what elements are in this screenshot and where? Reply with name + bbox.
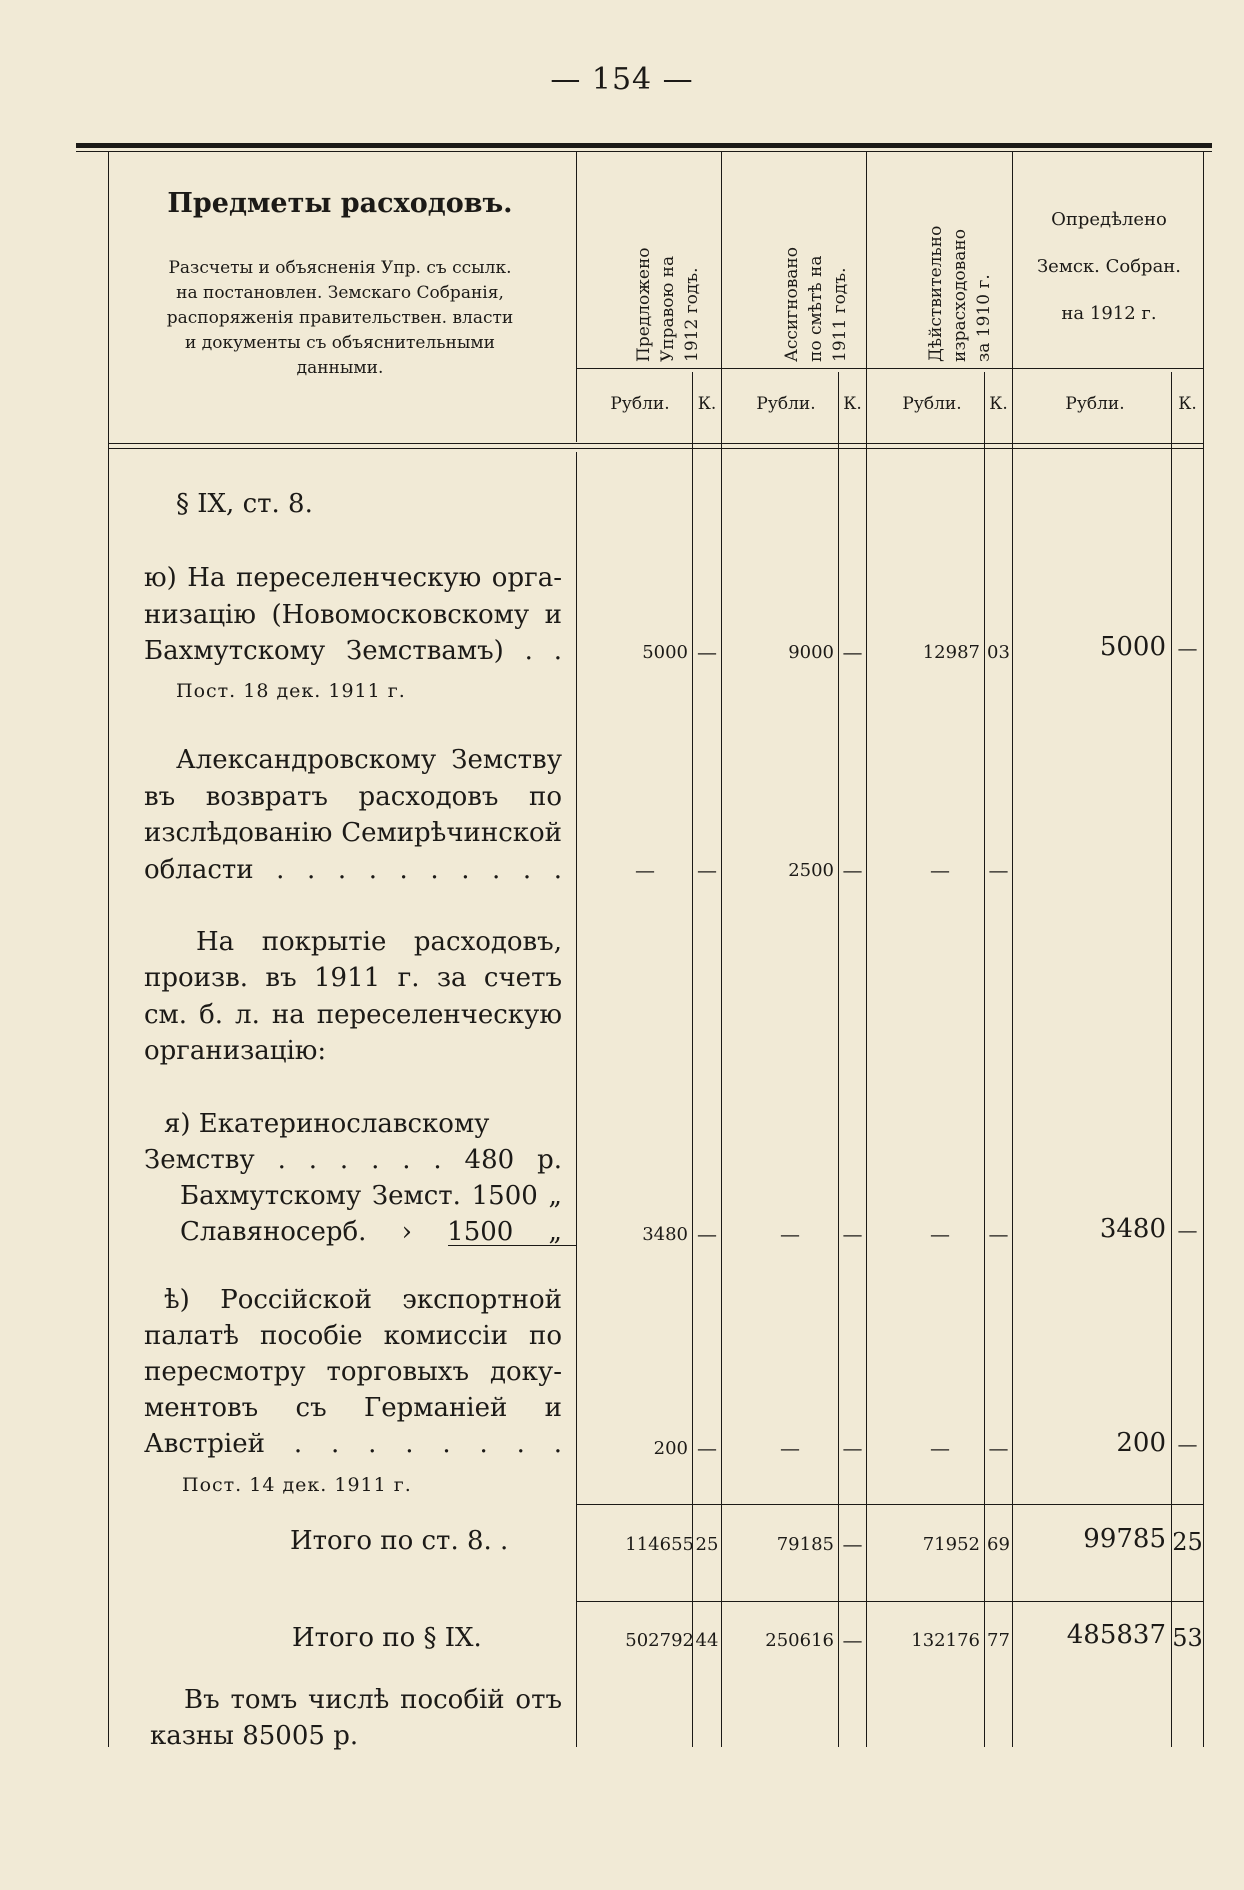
unit-kop-2: К. bbox=[843, 394, 862, 414]
entry-2-line-3: изслѣдованію Семирѣчинской bbox=[144, 818, 562, 848]
entry-1-defined-k: — bbox=[1177, 636, 1198, 660]
col-header-spent: Дѣйствительно израсходовано за 1910 г. bbox=[926, 225, 994, 362]
total-par-spent-k: 77 bbox=[987, 1630, 1010, 1651]
total-art-assigned-k: — bbox=[842, 1532, 863, 1556]
total-par-proposed-k: 44 bbox=[695, 1630, 719, 1651]
header-bottom-rule bbox=[108, 443, 1203, 444]
entry-2-line-4: области . . . . . . . . . . bbox=[144, 855, 562, 885]
unit-rub-1: Рубли. bbox=[610, 394, 670, 414]
entry-4-line-1: я) Екатеринославскому bbox=[164, 1109, 490, 1139]
header-title: Предметы расходовъ. bbox=[167, 188, 513, 219]
entry-5-assigned-k: — bbox=[842, 1436, 863, 1460]
left-border bbox=[108, 152, 109, 1747]
entry-4-line-4: Славяносерб. › 1500 „ bbox=[180, 1217, 562, 1247]
entry-4-proposed: 3480 bbox=[642, 1224, 688, 1245]
entry-1-line-3: Бахмутскому Земствамъ) . . bbox=[144, 636, 562, 666]
section-heading: § IX, ст. 8. bbox=[176, 489, 313, 519]
footnote-line-2: казны 85005 р. bbox=[150, 1721, 359, 1751]
entry-5-defined: 200 bbox=[1116, 1428, 1166, 1458]
entry-1-spent: 12987 bbox=[922, 642, 980, 663]
entry-2-proposed-k: — bbox=[697, 858, 717, 882]
entry-4-line-3: Бахмутскому Земст. 1500 „ bbox=[180, 1181, 562, 1211]
total-par-defined: 485837 bbox=[1066, 1620, 1166, 1650]
entry-5-proposed: 200 bbox=[653, 1438, 688, 1459]
total-art-defined-k: 25 bbox=[1172, 1528, 1203, 1556]
unit-rub-2: Рубли. bbox=[756, 394, 816, 414]
total-art-defined: 99785 bbox=[1083, 1524, 1166, 1554]
col-header-defined: Опредѣлено Земск. Собран. на 1912 г. bbox=[1036, 209, 1182, 324]
entry-2-assigned: 2500 bbox=[788, 860, 834, 881]
unit-kop-3: К. bbox=[989, 394, 1008, 414]
entry-1-line-1: ю) На переселенческую орга- bbox=[144, 563, 562, 593]
col-divider-2 bbox=[721, 152, 722, 1747]
entry-5-assigned: — bbox=[780, 1436, 800, 1460]
header-subtitle: Разсчеты и объясненія Упр. съ ссылк. на постановлен. Земскаго Собранія, распоряженія правительствен. власти и документы съ объяснительными данными. bbox=[166, 258, 514, 378]
total-art-spent: 71952 bbox=[922, 1534, 980, 1555]
total-par-assigned: 250616 bbox=[765, 1630, 834, 1651]
entry-2-line-2: въ возвратъ расходовъ по bbox=[144, 782, 562, 812]
total-art-assigned: 79185 bbox=[776, 1534, 834, 1555]
col-header-assigned: Ассигновано по смѣтѣ на 1911 годъ. bbox=[782, 247, 850, 362]
col-divider-desc-body bbox=[576, 452, 577, 1747]
top-rule-thin bbox=[76, 151, 1212, 152]
entry-2-spent-k: — bbox=[988, 858, 1009, 882]
col-divider-4 bbox=[1012, 152, 1013, 1747]
entry-5-defined-k: — bbox=[1177, 1432, 1198, 1456]
unit-kop-1: К. bbox=[697, 394, 717, 414]
entry-2-assigned-k: — bbox=[842, 858, 863, 882]
entry-3-line-2: произв. въ 1911 г. за счетъ bbox=[144, 963, 562, 993]
entry-5-line-5: Австріей . . . . . . . . bbox=[144, 1429, 562, 1459]
entry-3-line-1: На покрытіе расходовъ, bbox=[196, 927, 562, 957]
entry-2-spent: — bbox=[930, 858, 950, 882]
entry-1-proposed: 5000 bbox=[642, 642, 688, 663]
footnote-line-1: Въ томъ числѣ пособій отъ bbox=[184, 1685, 562, 1715]
entry-4-assigned: — bbox=[780, 1222, 800, 1246]
entry-5-proposed-k: — bbox=[697, 1436, 717, 1460]
total-art-rule bbox=[576, 1504, 1203, 1505]
entry-3-line-3: см. б. л. на переселенческую bbox=[144, 1000, 562, 1030]
entry-5-line-2: палатѣ пособіе комиссіи по bbox=[144, 1321, 562, 1351]
entry-5-note: Пост. 14 дек. 1911 г. bbox=[182, 1474, 412, 1496]
total-par-label: Итого по § IX. bbox=[292, 1623, 482, 1653]
entry-4-defined: 3480 bbox=[1099, 1214, 1166, 1244]
unit-rub-4: Рубли. bbox=[1065, 394, 1125, 414]
total-par-assigned-k: — bbox=[842, 1628, 863, 1652]
header-bottom-rule-2 bbox=[108, 448, 1203, 449]
total-par-spent: 132176 bbox=[911, 1630, 980, 1651]
col-divider-3 bbox=[866, 152, 867, 1747]
entry-4-spent: — bbox=[930, 1222, 950, 1246]
entry-4-spent-k: — bbox=[988, 1222, 1009, 1246]
entry-2-line-1: Александровскому Земству bbox=[176, 745, 562, 775]
page-number: — 154 — bbox=[550, 62, 694, 97]
total-par-proposed: 502792 bbox=[625, 1630, 694, 1651]
entry-1-defined: 5000 bbox=[1099, 632, 1166, 662]
top-rule bbox=[76, 143, 1212, 148]
total-par-rule bbox=[576, 1601, 1203, 1602]
entry-5-line-4: ментовъ съ Германіей и bbox=[144, 1393, 562, 1423]
entry-4-line-2: Земству . . . . . . 480 р. bbox=[144, 1145, 562, 1175]
entry-3-line-4: организацію: bbox=[144, 1036, 327, 1066]
right-border bbox=[1203, 152, 1204, 1747]
entry-4-defined-k: — bbox=[1177, 1218, 1198, 1242]
entry-1-note: Пост. 18 дек. 1911 г. bbox=[176, 680, 406, 702]
unit-kop-4: К. bbox=[1178, 394, 1197, 414]
total-art-proposed-k: 25 bbox=[695, 1534, 719, 1555]
entry-5-spent-k: — bbox=[988, 1436, 1009, 1460]
col-divider-desc bbox=[576, 152, 577, 442]
entry-5-line-1: ѣ) Россійской экспортной bbox=[164, 1285, 562, 1315]
entry-1-spent-k: 03 bbox=[987, 642, 1010, 663]
entry-4-proposed-k: — bbox=[697, 1222, 717, 1246]
total-art-proposed: 114655 bbox=[625, 1534, 694, 1555]
entry-1-assigned-k: — bbox=[842, 640, 863, 664]
entry-5-line-3: пересмотру торговыхъ доку- bbox=[144, 1357, 562, 1387]
col-header-proposed: Предложено Управою на 1912 годъ. bbox=[634, 247, 702, 362]
unit-rub-3: Рубли. bbox=[902, 394, 962, 414]
entry-1-line-2: низацію (Новомосковскому и bbox=[144, 600, 562, 630]
total-art-label: Итого по ст. 8. . bbox=[290, 1526, 509, 1556]
entry-4-assigned-k: — bbox=[842, 1222, 863, 1246]
header-unit-rule bbox=[576, 368, 1203, 369]
entry-1-assigned: 9000 bbox=[788, 642, 834, 663]
entry-5-spent: — bbox=[930, 1436, 950, 1460]
total-art-spent-k: 69 bbox=[987, 1534, 1010, 1555]
entry-2-proposed: — bbox=[635, 858, 655, 882]
total-par-defined-k: 53 bbox=[1172, 1624, 1203, 1652]
entry-1-proposed-k: — bbox=[697, 640, 717, 664]
